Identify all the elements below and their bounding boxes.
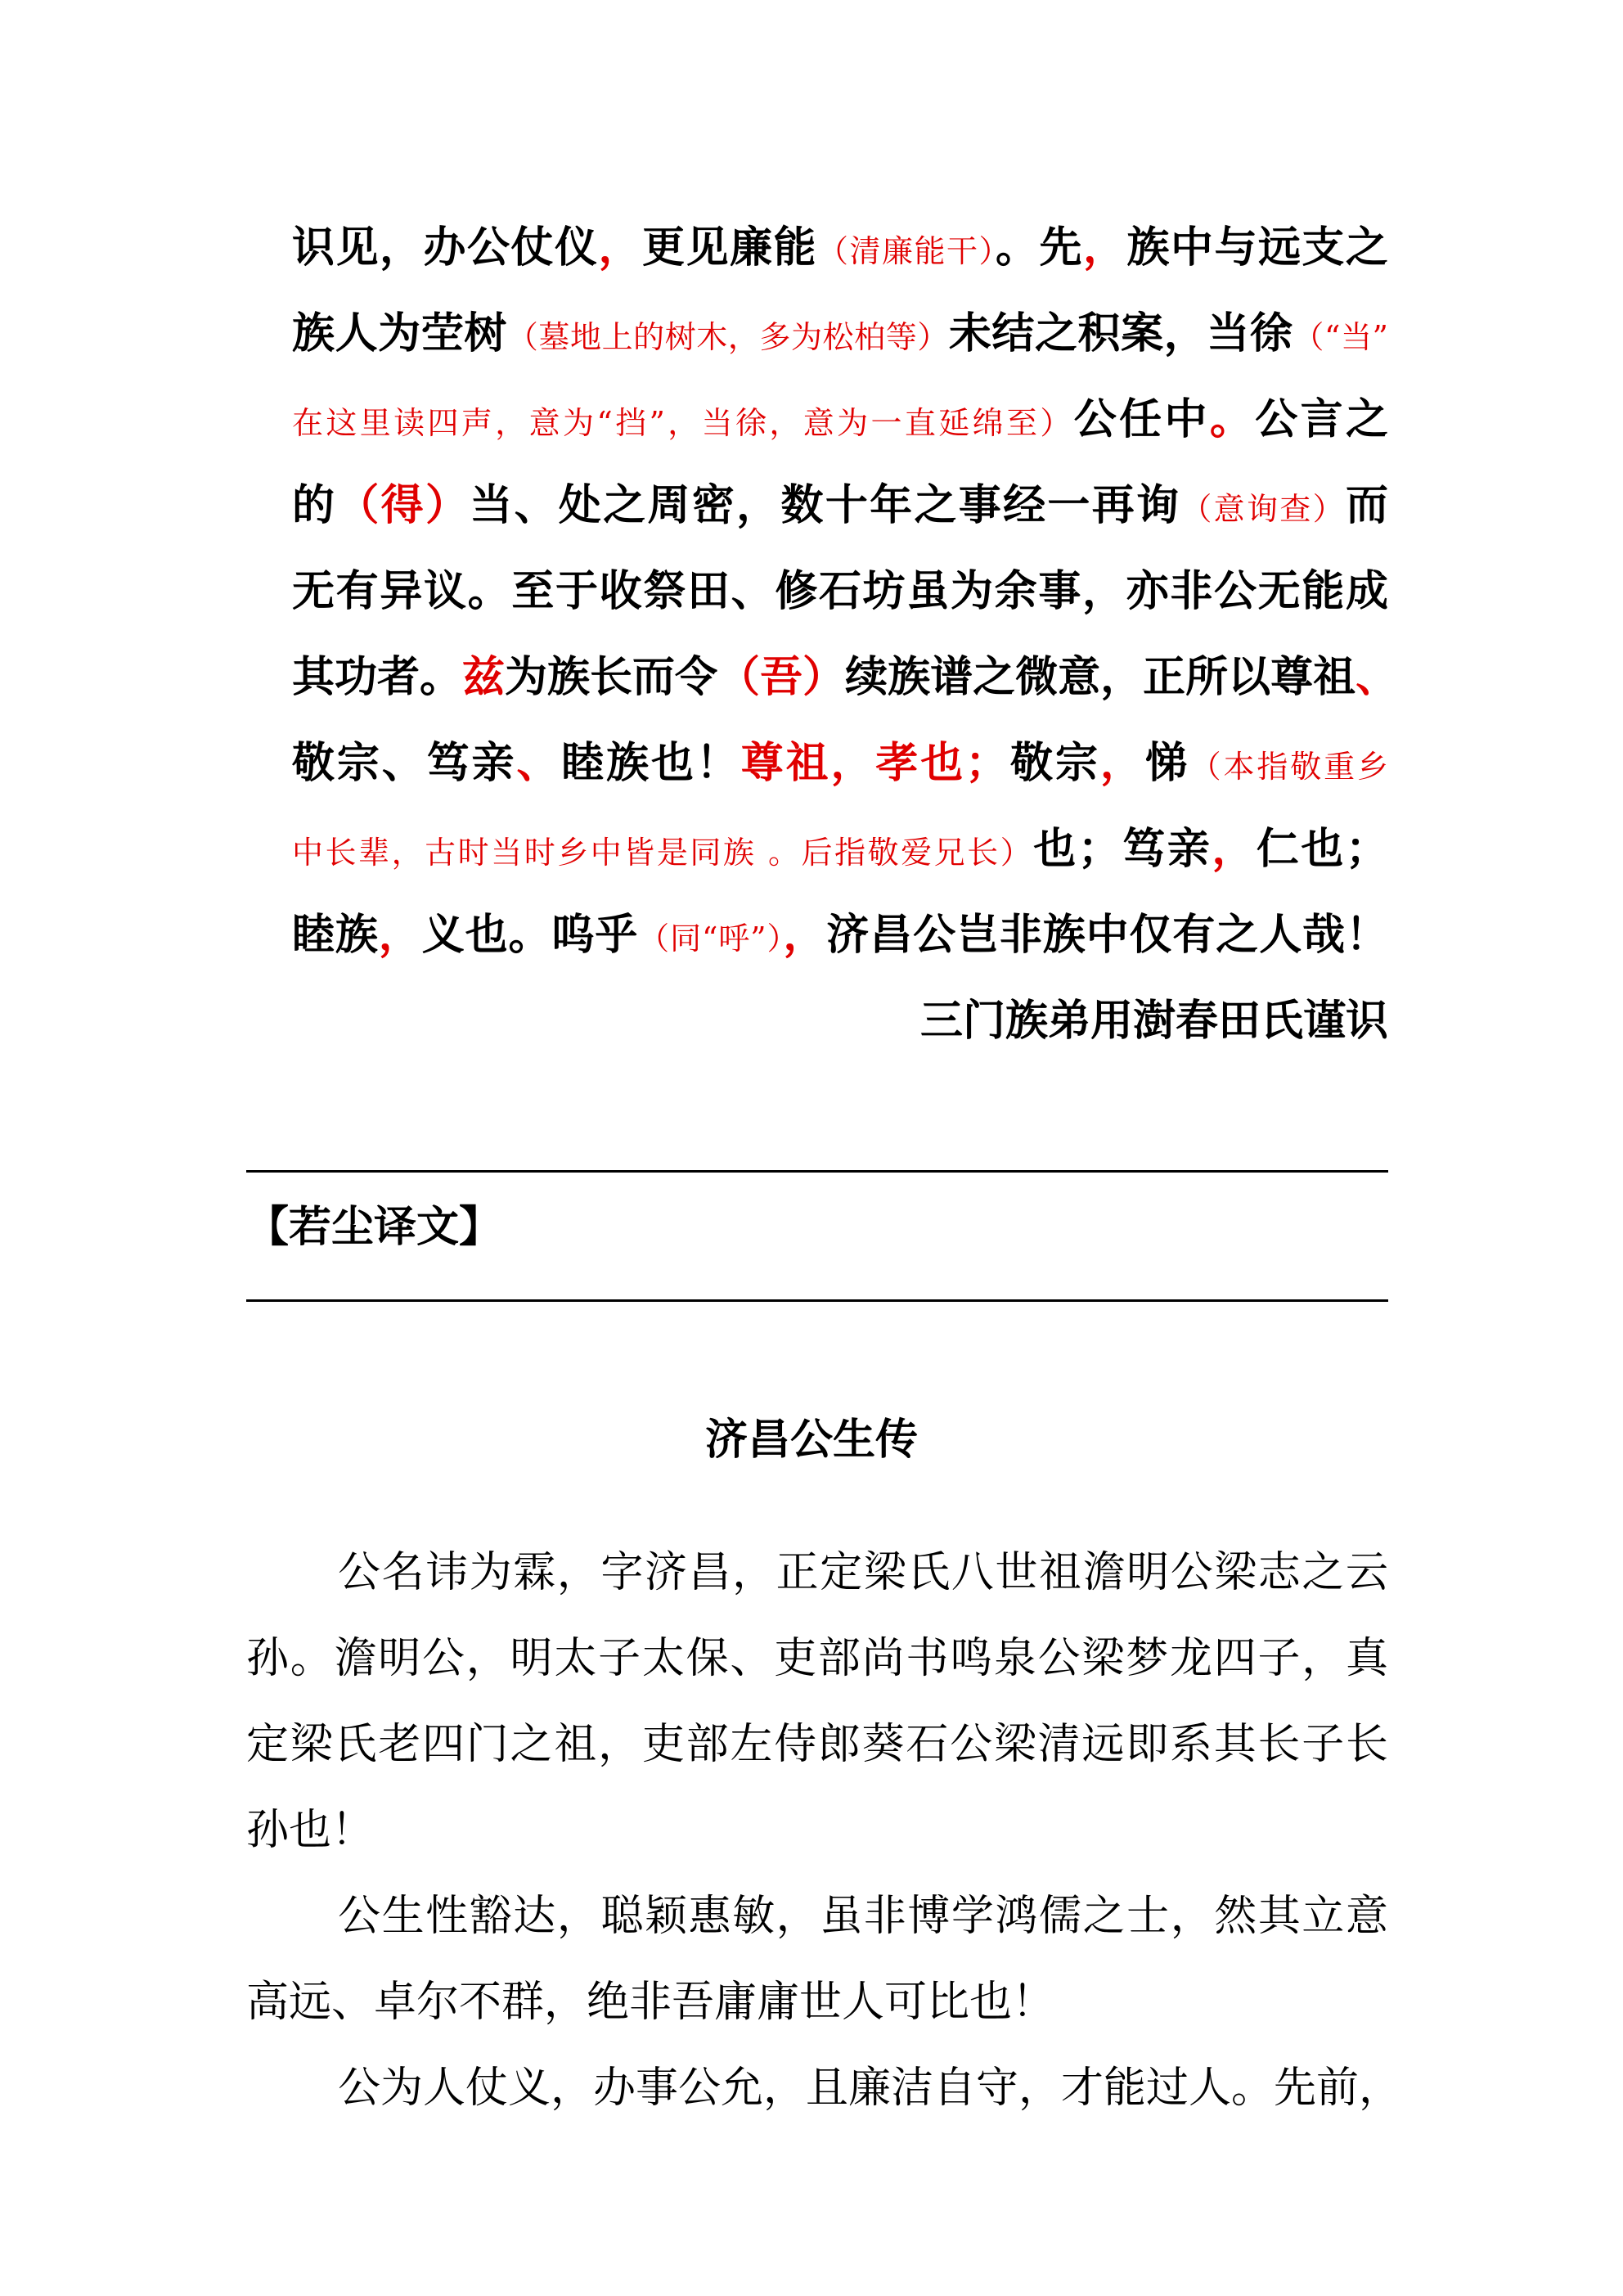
highlighted-text: （得） xyxy=(336,480,470,530)
signature: 三门族弟用澍春田氏谨识 xyxy=(919,996,1388,1046)
text-segment: 敬宗、笃亲 xyxy=(292,738,517,788)
text-segment: 仁也； xyxy=(1256,824,1388,874)
section-heading: 【若尘译文】 xyxy=(246,1202,502,1252)
text-segment: 的 xyxy=(292,480,337,530)
text-segment: 其功者。 xyxy=(292,652,463,702)
annotation-note: （“当” xyxy=(1293,319,1388,355)
translation-line: 公为人仗义，办事公允，且廉洁自守，才能过人。先前， xyxy=(338,2064,1402,2113)
text-segment: 识见，办公仗仪 xyxy=(292,223,599,272)
classical-line xyxy=(292,548,1388,634)
divider-top xyxy=(246,1170,1388,1173)
translation-title: 济昌公生传 xyxy=(704,1415,918,1465)
highlighted-text: ， xyxy=(598,223,642,272)
translation-line: 孙。澹明公，明太子太保、吏部尚书鸣泉公梁梦龙四子，真 xyxy=(246,1634,1388,1683)
text-segment: 义也。呜乎 xyxy=(421,910,639,960)
translation-line: 高远、卓尔不群，绝非吾庸庸世人可比也！ xyxy=(246,1978,1055,2027)
highlighted-text: ， xyxy=(1099,738,1145,788)
text-segment: 悌 xyxy=(1144,738,1190,788)
highlighted-text: 、 xyxy=(516,738,562,788)
text-segment: 公言之 xyxy=(1255,394,1388,444)
translation-line: 公名讳为霖，字济昌，正定梁氏八世祖澹明公梁志之云 xyxy=(338,1548,1388,1597)
text-segment: 当、处之周密，数十年之事经一再询 xyxy=(470,480,1181,530)
annotation-note: 中长辈，古时当时乡中皆是同族 。后指敬爱兄长） xyxy=(292,835,1034,871)
text-segment: 公任中 xyxy=(1073,394,1210,444)
highlighted-text: ， xyxy=(783,910,827,960)
highlighted-text: 、 xyxy=(1355,652,1399,702)
translation-line: 定梁氏老四门之祖，吏部左侍郎葵石公梁清远即系其长子长 xyxy=(246,1720,1388,1769)
text-segment: 也；笃亲 xyxy=(1033,824,1212,874)
highlighted-text: 兹 xyxy=(462,652,506,702)
text-segment: 族中与远支之 xyxy=(1126,223,1388,272)
classical-line xyxy=(292,290,1388,376)
classical-line xyxy=(292,634,1399,720)
translation-body xyxy=(246,1530,1402,2132)
annotation-note: （同“呼”） xyxy=(638,921,784,957)
text-segment: 济昌公岂非族中仅有之人哉！ xyxy=(826,910,1388,960)
highlighted-text: ， xyxy=(378,910,422,960)
highlighted-text: ， xyxy=(1212,824,1257,874)
classical-line xyxy=(292,205,1388,290)
highlighted-text: 。 xyxy=(1209,394,1256,444)
classical-line xyxy=(292,806,1388,892)
highlighted-text: （吾） xyxy=(717,652,846,702)
text-segment: 敬宗 xyxy=(1008,738,1100,788)
annotation-note: （本指敬重乡 xyxy=(1189,749,1388,785)
classical-line xyxy=(292,462,1388,548)
classical-line xyxy=(292,376,1388,462)
text-segment: 而 xyxy=(1345,480,1388,530)
text-segment: 无有异议。至于收祭田、修石坊虽为余事，亦非公无能成 xyxy=(292,566,1388,616)
text-segment: 为族长而令 xyxy=(505,652,718,702)
translation-line: 孙也！ xyxy=(246,1806,375,1855)
text-segment: 。先 xyxy=(995,223,1083,272)
classical-line xyxy=(292,720,1388,806)
annotation-note: 在这里读四声，意为“挡”，当徐，意为一直延绵至） xyxy=(292,405,1074,441)
text-segment: 未结之积案，当徐 xyxy=(948,308,1293,358)
annotation-note: （墓地上的树木，多为松柏等） xyxy=(506,319,949,355)
text-segment: 睦族 xyxy=(292,910,379,960)
translation-line: 公生性豁达，聪颖惠敏，虽非博学鸿儒之士，然其立意 xyxy=(338,1892,1388,1941)
highlighted-text: ， xyxy=(1082,223,1127,272)
text-segment: 族人为茔树 xyxy=(292,308,507,358)
highlighted-text: 尊祖，孝也； xyxy=(740,738,1009,788)
annotation-note: （清廉能干） xyxy=(816,233,996,269)
divider-bottom xyxy=(246,1299,1388,1302)
text-segment: 更见廉能 xyxy=(641,223,817,272)
classical-line xyxy=(292,892,1388,978)
annotation-note: （意询查） xyxy=(1180,491,1346,527)
text-segment: 续族谱之微意，正所以尊祖 xyxy=(845,652,1356,702)
text-segment: 睦族也！ xyxy=(561,738,741,788)
classical-passage xyxy=(292,205,1399,1064)
